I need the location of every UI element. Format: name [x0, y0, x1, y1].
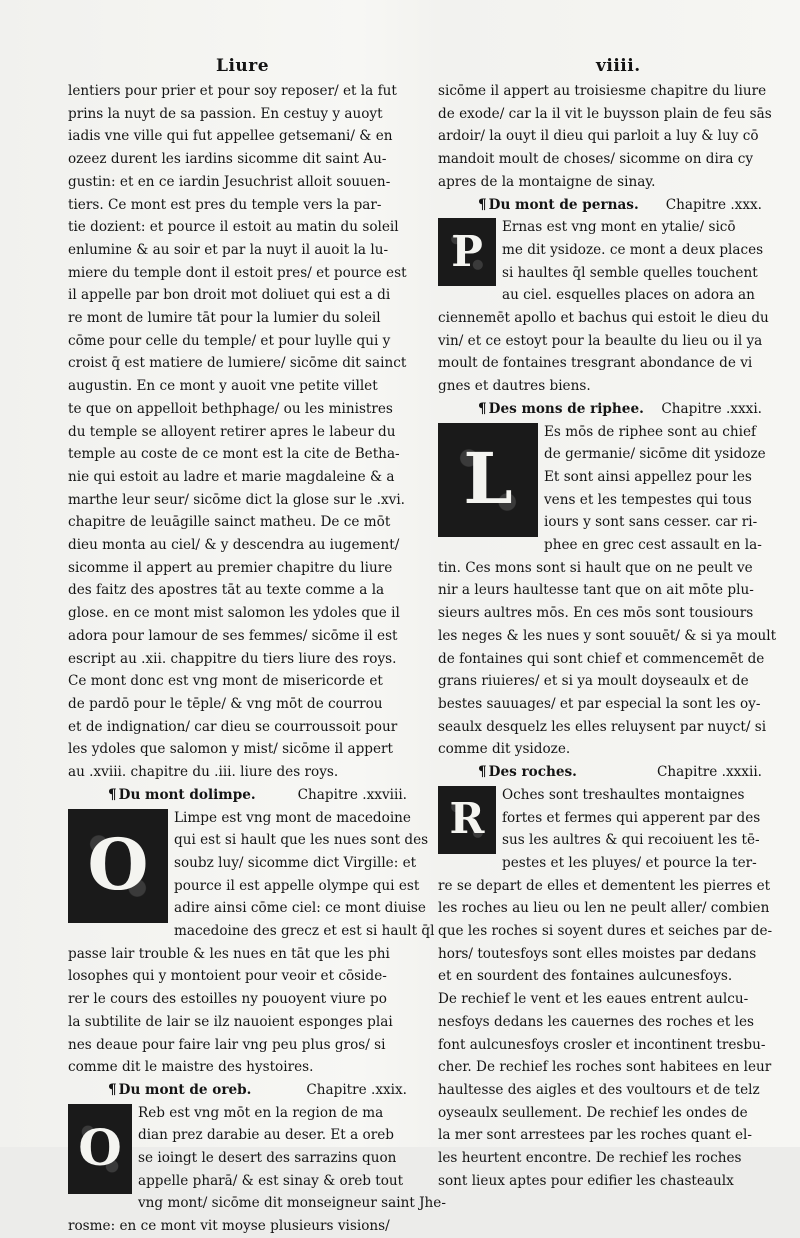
heading-title: Du mont de pernas.	[488, 196, 639, 213]
text-line: des faitz des apostres tāt au texte comme a la	[68, 582, 385, 599]
text-line: temple au coste de ce mont est la cite de Betha-	[68, 446, 400, 463]
text-line: iours y sont sans cesser. car ri-	[544, 514, 758, 531]
text-line: fortes et fermes qui apperent par des	[502, 809, 761, 826]
section-heading-olimpe	[68, 784, 413, 807]
text-line: prins la nuyt de sa passion. En cestuy y auoyt	[68, 105, 383, 122]
text-line: Et sont ainsi appellez pour les	[544, 468, 752, 485]
text-line: ciennemēt apollo et bachus qui estoit le dieu du	[438, 310, 769, 327]
text-line: te que on appelloit bethphage/ ou les ministres	[68, 400, 393, 417]
text-line: dieu monta au ciel/ & y descendra au iugement/	[68, 537, 400, 554]
text-line: les roches au lieu ou len ne peult aller/ combien	[438, 900, 770, 917]
text-line: tie dozient: et pource il estoit au matin du soleil	[68, 219, 399, 236]
text-line: lentiers pour prier et pour soy reposer/ et la fut	[68, 83, 397, 99]
text-line: Oches sont treshaultes montaignes	[502, 786, 745, 803]
heading-title: Des roches.	[488, 764, 577, 781]
text-block	[438, 216, 768, 398]
text-line: tin. Ces mons sont si hault que on ne peult ve	[438, 559, 753, 576]
text-line: la mer sont arrestees par les roches quant el-	[438, 1127, 752, 1144]
text-block	[438, 80, 772, 194]
chapter-label: Chapitre .xxix.	[306, 1081, 407, 1098]
text-line: re mont de lumire tāt pour la lumier du soleil	[68, 310, 381, 327]
text-line: passe lair trouble & les nues en tāt que les phi	[68, 945, 390, 962]
text-line: chapitre de leuāgille sainct matheu. De ce mōt	[68, 514, 391, 531]
text-line: Reb est vng mōt en la region de ma	[138, 1104, 384, 1121]
text-line: losophes qui y montoient pour veoir et cōside-	[68, 968, 387, 985]
text-line: si haultes q̄l semble quelles touchent	[502, 264, 758, 281]
text-line: glose. en ce mont mist salomon les ydoles que il	[68, 605, 400, 622]
text-line: soubz luy/ sicomme dict Virgille: et	[174, 854, 417, 871]
text-line: escript au .xii. chappitre du tiers liure des roys.	[68, 650, 397, 667]
text-line: Es mōs de riphee sont au chief	[544, 423, 757, 440]
text-line: et de indignation/ car dieu se courroussoit pour	[68, 718, 398, 735]
text-line: augustin. En ce mont y auoit vne petite villet	[68, 378, 378, 395]
chapter-label: Chapitre .xxviii.	[297, 786, 407, 803]
text-line: et en sourdent des fontaines aulcunesfoys.	[438, 968, 733, 985]
decorated-initial-icon: O	[68, 809, 168, 923]
pilcrow-icon: ¶	[478, 764, 487, 781]
text-line: ozeez durent les iardins sicomme dit saint Au-	[68, 151, 387, 168]
text-line: pestes et les pluyes/ et pource la ter-	[502, 854, 757, 871]
text-line: enlumine & au soir et par la nuyt il auoit la lu-	[68, 241, 389, 258]
text-line: pource il est appelle olympe qui est	[174, 877, 420, 894]
text-line: les ydoles que salomon y mist/ sicōme il appert	[68, 741, 394, 758]
text-line: bestes sauuages/ et par especial la sont les oy-	[438, 695, 761, 712]
right-column	[438, 80, 777, 1192]
left-column	[68, 80, 446, 1238]
text-line: hors/ toutesfoys sont elles moistes par dedans	[438, 945, 757, 962]
text-line: ardoir/ la ouyt il dieu qui parloit a luy & luy cō	[438, 128, 759, 145]
section-heading-oreb	[68, 1079, 413, 1102]
text-line: de exode/ car la il vit le buysson plain de feu sās	[438, 105, 772, 122]
text-line: haultesse des aigles et des voultours et de telz	[438, 1081, 760, 1098]
text-line: phee en grec cest assault en la-	[544, 537, 762, 554]
text-line: dian prez darabie au deser. Et a oreb	[138, 1127, 394, 1144]
text-line: moult de fontaines tresgrant abondance de vi	[438, 355, 753, 372]
text-line: adora pour lamour de ses femmes/ sicōme il est	[68, 627, 398, 644]
text-line: sus les aultres & qui recoiuent les tē-	[502, 832, 760, 849]
text-line: vng mont/ sicōme dit monseigneur saint Jhe-	[138, 1195, 446, 1212]
pilcrow-icon: ¶	[478, 196, 487, 213]
text-line: sicomme il appert au premier chapitre du liure	[68, 559, 393, 576]
chapter-label: Chapitre .xxxii.	[657, 764, 762, 781]
heading-title: Du mont de oreb.	[118, 1081, 252, 1098]
text-block	[68, 807, 435, 1079]
text-block	[438, 421, 777, 762]
heading-title: Des mons de riphee.	[488, 400, 644, 417]
running-head-left: Liure	[216, 56, 270, 76]
text-line: macedoine des grecz et est si hault q̄l	[174, 923, 435, 940]
text-line: cōme pour celle du temple/ et pour luylle qui y	[68, 332, 391, 349]
decorated-initial-icon: R	[438, 786, 496, 854]
text-line: gustin: et en ce iardin Jesuchrist alloit souuen-	[68, 173, 391, 190]
text-line: se ioingt le desert des sarrazins quon	[138, 1150, 397, 1167]
text-line: seaulx desquelz les elles reluysent par nuyct/ si	[438, 718, 767, 735]
chapter-label: Chapitre .xxx.	[665, 196, 762, 213]
text-line: mandoit moult de choses/ sicomme on dira cy	[438, 151, 754, 168]
text-line: nes deaue pour faire lair vng peu plus gros/ si	[68, 1036, 386, 1053]
text-line: rosme: en ce mont vit moyse plusieurs visions/	[68, 1218, 390, 1235]
text-line: Ce mont donc est vng mont de misericorde et	[68, 673, 383, 690]
decorated-initial-icon: P	[438, 218, 496, 286]
text-line: oyseaulx seullement. De rechief les ondes de	[438, 1104, 748, 1121]
text-line: au ciel. esquelles places on adora an	[502, 287, 755, 304]
text-line: me dit ysidoze. ce mont a deux places	[502, 241, 764, 258]
text-line: tiers. Ce mont est pres du temple vers la par-	[68, 196, 382, 213]
text-line: Limpe est vng mont de macedoine	[174, 809, 411, 826]
text-line: font aulcunesfoys crosler et incontinent tresbu-	[438, 1036, 766, 1053]
text-line: du temple se alloyent retirer apres le labeur du	[68, 423, 396, 440]
text-line: qui est si hault que les nues sont des	[174, 832, 429, 849]
section-heading-riphee	[438, 398, 768, 421]
text-line: apres de la montaigne de sinay.	[438, 173, 656, 190]
pilcrow-icon: ¶	[478, 400, 487, 417]
text-line: sieurs aultres mōs. En ces mōs sont tousiours	[438, 605, 754, 622]
heading-title: Du mont dolimpe.	[118, 786, 256, 803]
text-line: iadis vne ville qui fut appellee getsemani/ & en	[68, 128, 393, 145]
text-line: comme dit ysidoze.	[438, 741, 571, 758]
text-line: vens et les tempestes qui tous	[544, 491, 752, 508]
text-line: croist q̄ est matiere de lumiere/ sicōme dit sainct	[68, 355, 407, 372]
text-block	[68, 80, 413, 784]
text-line: comme dit le maistre des hystoires.	[68, 1059, 314, 1076]
text-line: au .xviii. chapitre du .iii. liure des roys.	[68, 764, 339, 781]
text-line: nesfoys dedans les cauernes des roches et les	[438, 1013, 755, 1030]
text-line: rer le cours des estoilles ny pouoyent viure po	[68, 991, 387, 1008]
text-line: vin/ et ce estoyt pour la beaulte du lieu ou il ya	[438, 332, 763, 349]
pilcrow-icon: ¶	[108, 786, 117, 803]
text-line: il appelle par bon droit mot doliuet qui est a di	[68, 287, 391, 304]
decorated-initial-icon: O	[68, 1104, 132, 1194]
text-block	[68, 1102, 446, 1238]
text-line: nir a leurs haultesse tant que on ait mōte plu-	[438, 582, 754, 599]
text-line: les neges & les nues y sont souuēt/ & si ya moult	[438, 627, 777, 644]
folio-number: viiii.	[596, 56, 641, 76]
text-line: de fontaines qui sont chief et commencemēt de	[438, 650, 765, 667]
pilcrow-icon: ¶	[108, 1081, 117, 1098]
decorated-initial-icon: L	[438, 423, 538, 537]
text-line: sont lieux aptes pour edifier les chasteaulx	[438, 1172, 734, 1189]
text-line: grans riuieres/ et si ya moult doyseaulx et de	[438, 673, 749, 690]
chapter-label: Chapitre .xxxi.	[661, 400, 762, 417]
text-line: miere du temple dont il estoit pres/ et pource est	[68, 264, 407, 281]
text-line: nie qui estoit au ladre et marie magdaleine & a	[68, 468, 395, 485]
text-line: marthe leur seur/ sicōme dict la glose sur le .xvi.	[68, 491, 405, 508]
text-line: gnes et dautres biens.	[438, 378, 591, 395]
text-line: les heurtent encontre. De rechief les roches	[438, 1150, 742, 1167]
text-line: De rechief le vent et les eaues entrent aulcu-	[438, 991, 749, 1008]
text-line: Ernas est vng mont en ytalie/ sicō	[502, 219, 736, 236]
text-line: sicōme il appert au troisiesme chapitre du liure	[438, 83, 767, 99]
text-line: de germanie/ sicōme dit ysidoze	[544, 446, 766, 463]
text-line: appelle pharā/ & est sinay & oreb tout	[138, 1172, 404, 1189]
text-line: la subtilite de lair se ilz nauoient esponges plai	[68, 1013, 393, 1030]
section-heading-roches	[438, 761, 768, 784]
section-heading-pernas	[438, 194, 768, 217]
text-line: de pardō pour le tēple/ & vng mōt de courrou	[68, 695, 383, 712]
text-line: que les roches si soyent dures et seiches par de-	[438, 923, 773, 940]
text-line: adire ainsi cōme ciel: ce mont diuise	[174, 900, 426, 917]
text-block	[438, 784, 773, 1193]
text-line: re se depart de elles et dementent les pierres et	[438, 877, 771, 894]
text-line: cher. De rechief les roches sont habitees en leur	[438, 1059, 772, 1076]
